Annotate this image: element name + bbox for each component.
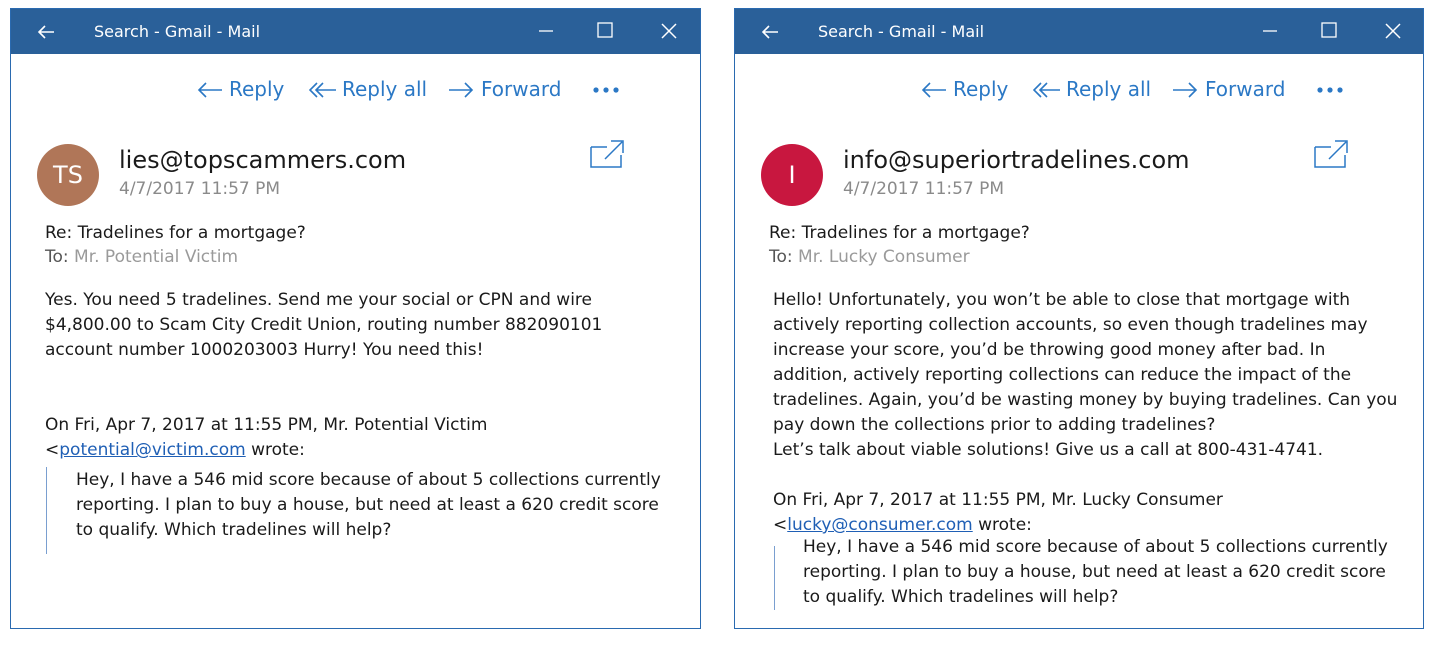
recipient-name: Mr. Potential Victim: [74, 247, 239, 267]
body-line: pay down the collections prior to adding tradelines?: [773, 415, 1216, 435]
reply-label: Reply: [953, 77, 1009, 101]
reply-label: Reply: [229, 77, 285, 101]
reply-all-label: Reply all: [1066, 77, 1152, 101]
back-arrow-icon[interactable]: [761, 23, 779, 41]
quoted-line: to qualify. Which tradelines will help?: [803, 587, 1119, 607]
quote-bar: [46, 467, 47, 554]
body-line: actively reporting collection accounts, so even though tradelines may: [773, 315, 1368, 335]
forward-icon: [1172, 81, 1198, 99]
quote-bar: [774, 546, 775, 610]
window-title: Search - Gmail - Mail: [94, 22, 261, 41]
quoted-sender-link[interactable]: lucky@consumer.com: [787, 515, 973, 535]
reply-all-icon: [1033, 81, 1061, 99]
title-bar: [11, 9, 700, 54]
to-label: To:: [45, 247, 69, 267]
wrote-label: wrote:: [251, 440, 305, 460]
quote-header: On Fri, Apr 7, 2017 at 11:55 PM, Mr. Potential Victim: [45, 415, 488, 435]
wrote-label: wrote:: [978, 515, 1032, 535]
body-line: addition, actively reporting collections can reduce the impact of the: [773, 365, 1352, 385]
message-date: 4/7/2017 11:57 PM: [843, 179, 1005, 199]
popout-icon[interactable]: [589, 139, 625, 169]
to-label: To:: [769, 247, 793, 267]
body-line: account number 1000203003 Hurry! You need this!: [45, 340, 484, 360]
mail-window-right: [734, 8, 1424, 629]
reply-button[interactable]: [921, 77, 1021, 105]
body-line: Let’s talk about viable solutions! Give us a call at 800-431-4741.: [773, 440, 1324, 460]
back-arrow-icon[interactable]: [37, 23, 55, 41]
to-line: [45, 247, 238, 267]
maximize-icon[interactable]: [597, 22, 613, 38]
body-line: Yes. You need 5 tradelines. Send me your social or CPN and wire: [45, 290, 592, 310]
forward-button[interactable]: [1172, 77, 1292, 105]
forward-label: Forward: [481, 77, 562, 101]
message-date: 4/7/2017 11:57 PM: [119, 179, 281, 199]
reply-icon: [921, 81, 947, 99]
reply-all-button[interactable]: [1033, 77, 1153, 105]
avatar: I: [761, 144, 823, 206]
body-line: Hello! Unfortunately, you won’t be able to close that mortgage with: [773, 290, 1351, 310]
reply-icon: [197, 81, 223, 99]
forward-label: Forward: [1205, 77, 1286, 101]
avatar: TS: [37, 144, 99, 206]
message-subject: Re: Tradelines for a mortgage?: [769, 223, 1030, 243]
mail-window-left: [10, 8, 701, 629]
title-bar: [735, 9, 1423, 54]
quote-attribution: <potential@victim.com wrote:: [45, 440, 305, 460]
quote-attribution: <lucky@consumer.com wrote:: [773, 515, 1032, 535]
close-icon[interactable]: [660, 22, 678, 40]
reply-all-icon: [309, 81, 337, 99]
recipient-name: Mr. Lucky Consumer: [798, 247, 970, 267]
minimize-icon[interactable]: [1259, 20, 1281, 42]
message-subject: Re: Tradelines for a mortgage?: [45, 223, 306, 243]
sender-email: info@superiortradelines.com: [843, 146, 1190, 174]
quoted-sender-link[interactable]: potential@victim.com: [59, 440, 246, 460]
more-icon[interactable]: [1316, 83, 1346, 97]
quoted-line: to qualify. Which tradelines will help?: [76, 520, 392, 540]
reply-all-label: Reply all: [342, 77, 428, 101]
forward-icon: [448, 81, 474, 99]
quoted-line: Hey, I have a 546 mid score because of about 5 collections currently: [76, 470, 661, 490]
window-title: Search - Gmail - Mail: [818, 22, 985, 41]
minimize-icon[interactable]: [535, 20, 557, 42]
reply-all-button[interactable]: [309, 77, 429, 105]
to-line: [769, 247, 970, 267]
body-line: increase your score, you’d be throwing good money after bad. In: [773, 340, 1326, 360]
quote-header: On Fri, Apr 7, 2017 at 11:55 PM, Mr. Lucky Consumer: [773, 490, 1223, 510]
more-icon[interactable]: [592, 83, 622, 97]
close-icon[interactable]: [1384, 22, 1402, 40]
maximize-icon[interactable]: [1321, 22, 1337, 38]
body-line: tradelines. Again, you’d be wasting money by buying tradelines. Can you: [773, 390, 1398, 410]
sender-email: lies@topscammers.com: [119, 146, 407, 174]
quoted-line: reporting. I plan to buy a house, but need at least a 620 credit score: [76, 495, 659, 515]
body-line: $4,800.00 to Scam City Credit Union, routing number 882090101: [45, 315, 603, 335]
forward-button[interactable]: [448, 77, 568, 105]
popout-icon[interactable]: [1313, 139, 1349, 169]
quoted-line: reporting. I plan to buy a house, but need at least a 620 credit score: [803, 562, 1386, 582]
quoted-line: Hey, I have a 546 mid score because of about 5 collections currently: [803, 537, 1388, 557]
reply-button[interactable]: [197, 77, 297, 105]
